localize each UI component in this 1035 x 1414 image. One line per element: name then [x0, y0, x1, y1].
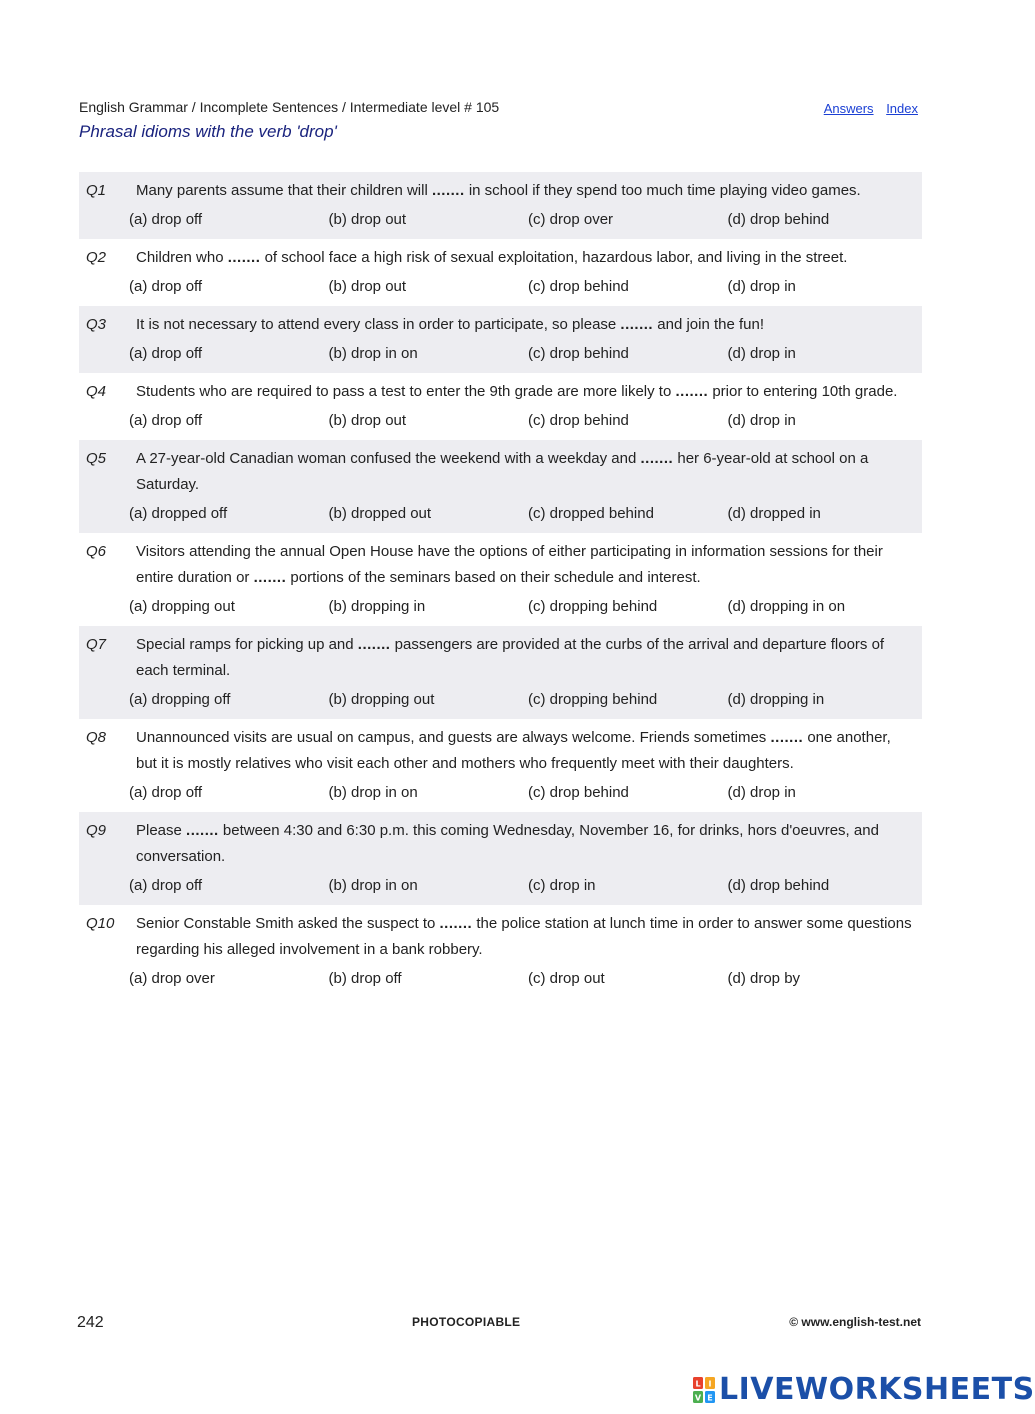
liveworksheets-logo-icon [693, 1377, 715, 1403]
option-b[interactable]: (b) drop in on [328, 784, 418, 801]
option-a[interactable]: (a) dropping out [129, 598, 235, 615]
question-text [136, 446, 922, 498]
option-b[interactable]: (b) drop out [328, 211, 407, 228]
question-block [79, 440, 922, 533]
question-block [79, 172, 922, 239]
question-text-after: in school if they spend too much time playing video games. [464, 182, 861, 199]
option-b[interactable]: (b) drop in on [328, 877, 418, 894]
svg-text:L: L [695, 1379, 701, 1389]
svg-text:V: V [694, 1393, 702, 1403]
question-text-before: Senior Constable Smith asked the suspect to [136, 915, 440, 932]
option-d[interactable]: (d) dropping in [727, 691, 825, 708]
question-text-before: Visitors attending the annual Open House have the options of either participating in information sessions for their entire duration or [136, 543, 883, 586]
liveworksheets-watermark [693, 1374, 1035, 1406]
question-text-before: Special ramps for picking up and [136, 636, 358, 653]
question-number: Q9 [86, 822, 107, 839]
question-number: Q2 [86, 249, 107, 266]
option-b[interactable]: (b) drop out [328, 412, 407, 429]
option-d[interactable]: (d) drop in [727, 278, 796, 295]
question-text-before: Please [136, 822, 187, 839]
question-text [136, 539, 922, 591]
question-number: Q5 [86, 450, 107, 467]
answer-blank[interactable]: ....... [770, 729, 804, 746]
answer-blank[interactable]: ....... [186, 822, 219, 839]
question-text-after: her 6-year-old at school on a Saturday. [136, 450, 869, 493]
svg-text:E: E [707, 1393, 713, 1403]
option-a[interactable]: (a) drop off [129, 211, 203, 228]
question-text-after: the police station at lunch time in order to answer some questions regarding his alleged involvement in a bank robbery. [136, 915, 912, 958]
question-text-after: prior to entering 10th grade. [708, 383, 898, 400]
breadcrumb: English Grammar / Incomplete Sentences / Intermediate level # 105 [79, 99, 500, 115]
question-number: Q8 [86, 729, 107, 746]
option-c[interactable]: (c) drop in [528, 877, 596, 894]
question-text-before: It is not necessary to attend every class in order to participate, so please [136, 316, 621, 333]
option-a[interactable]: (a) drop off [129, 877, 203, 894]
option-list [129, 969, 922, 989]
answer-blank[interactable]: ....... [675, 383, 709, 400]
answer-blank[interactable]: ....... [620, 316, 654, 333]
question-text [136, 245, 922, 271]
option-c[interactable]: (c) drop behind [528, 345, 629, 362]
option-list [129, 783, 922, 803]
page-number: 242 [77, 1314, 104, 1331]
option-c[interactable]: (c) dropped behind [528, 505, 654, 522]
page-subtitle: Phrasal idioms with the verb 'drop' [79, 122, 337, 141]
svg-text:I: I [708, 1379, 712, 1389]
option-a[interactable]: (a) dropping off [129, 691, 231, 708]
option-a[interactable]: (a) drop off [129, 784, 203, 801]
option-list [129, 876, 922, 896]
option-a[interactable]: (a) drop off [129, 345, 203, 362]
option-d[interactable]: (d) drop in [727, 345, 796, 362]
option-c[interactable]: (c) dropping behind [528, 691, 658, 708]
option-c[interactable]: (c) drop over [528, 211, 614, 228]
option-d[interactable]: (d) dropping in on [727, 598, 846, 615]
question-text [136, 632, 922, 684]
question-text-after: of school face a high risk of sexual exploitation, hazardous labor, and living in the street. [260, 249, 848, 266]
option-a[interactable]: (a) drop over [129, 970, 215, 987]
option-c[interactable]: (c) drop out [528, 970, 605, 987]
question-block [79, 533, 922, 626]
option-list [129, 597, 922, 617]
question-text-after: portions of the seminars based on their schedule and interest. [286, 569, 701, 586]
answer-blank[interactable]: ....... [431, 182, 465, 199]
answers-link[interactable]: Answers [823, 101, 874, 116]
option-d[interactable]: (d) drop by [727, 970, 801, 987]
question-number: Q3 [86, 316, 107, 333]
question-text-after: one another, but it is mostly relatives who visit each other and mothers who frequently meet with their daughters. [136, 729, 891, 772]
option-list [129, 277, 922, 297]
option-b[interactable]: (b) dropping out [328, 691, 435, 708]
option-list [129, 411, 922, 431]
liveworksheets-brand: LIVEWORKSHEETS [719, 1372, 1035, 1407]
question-block [79, 719, 922, 812]
photocopiable-label: PHOTOCOPIABLE [412, 1315, 521, 1329]
answer-blank[interactable]: ....... [253, 569, 287, 586]
question-block [79, 905, 922, 998]
question-text [136, 725, 922, 777]
option-c[interactable]: (c) drop behind [528, 784, 629, 801]
answer-blank[interactable]: ....... [357, 636, 391, 653]
option-b[interactable]: (b) drop out [328, 278, 407, 295]
option-d[interactable]: (d) drop in [727, 412, 796, 429]
option-b[interactable]: (b) drop in on [328, 345, 418, 362]
question-block [79, 373, 922, 440]
option-list [129, 690, 922, 710]
index-link[interactable]: Index [886, 101, 918, 116]
option-list [129, 210, 922, 230]
question-text-after: passengers are provided at the curbs of the arrival and departure floors of each terminal. [136, 636, 885, 679]
option-list [129, 344, 922, 364]
question-number: Q7 [86, 636, 107, 653]
question-block [79, 239, 922, 306]
question-text-after: and join the fun! [653, 316, 765, 333]
option-c[interactable]: (c) drop behind [528, 412, 629, 429]
question-block [79, 812, 922, 905]
question-text [136, 178, 922, 204]
option-list [129, 504, 922, 524]
question-text [136, 911, 922, 963]
question-text-before: A 27-year-old Canadian woman confused the weekend with a weekday and [136, 450, 641, 467]
copyright: © www.english-test.net [789, 1315, 921, 1329]
question-text-after: between 4:30 and 6:30 p.m. this coming Wednesday, November 16, for drinks, hors d'oeuvres, and conversation. [136, 822, 879, 865]
question-number: Q6 [86, 543, 107, 560]
option-a[interactable]: (a) dropped off [129, 505, 228, 522]
option-d[interactable]: (d) drop behind [727, 877, 830, 894]
option-a[interactable]: (a) drop off [129, 278, 203, 295]
top-links [815, 101, 918, 116]
question-text-before: Students who are required to pass a test to enter the 9th grade are more likely to [136, 383, 676, 400]
question-text-before: Unannounced visits are usual on campus, and guests are always welcome. Friends sometimes [136, 729, 771, 746]
question-text [136, 379, 922, 405]
question-number: Q4 [86, 383, 107, 400]
option-d[interactable]: (d) drop behind [727, 211, 830, 228]
answer-blank[interactable]: ....... [640, 450, 674, 467]
question-number: Q10 [86, 915, 115, 932]
question-text-before: Children who [136, 249, 228, 266]
question-list [79, 172, 922, 998]
answer-blank[interactable]: ....... [227, 249, 261, 266]
question-block [79, 626, 922, 719]
option-d[interactable]: (d) drop in [727, 784, 796, 801]
question-text [136, 818, 922, 870]
question-block [79, 306, 922, 373]
option-c[interactable]: (c) drop behind [528, 278, 629, 295]
option-d[interactable]: (d) dropped in [727, 505, 821, 522]
option-b[interactable]: (b) dropped out [328, 505, 432, 522]
question-text [136, 312, 922, 338]
option-b[interactable]: (b) drop off [328, 970, 402, 987]
question-number: Q1 [86, 182, 107, 199]
question-text-before: Many parents assume that their children will [136, 182, 432, 199]
option-b[interactable]: (b) dropping in [328, 598, 426, 615]
answer-blank[interactable]: ....... [439, 915, 473, 932]
option-a[interactable]: (a) drop off [129, 412, 203, 429]
option-c[interactable]: (c) dropping behind [528, 598, 658, 615]
